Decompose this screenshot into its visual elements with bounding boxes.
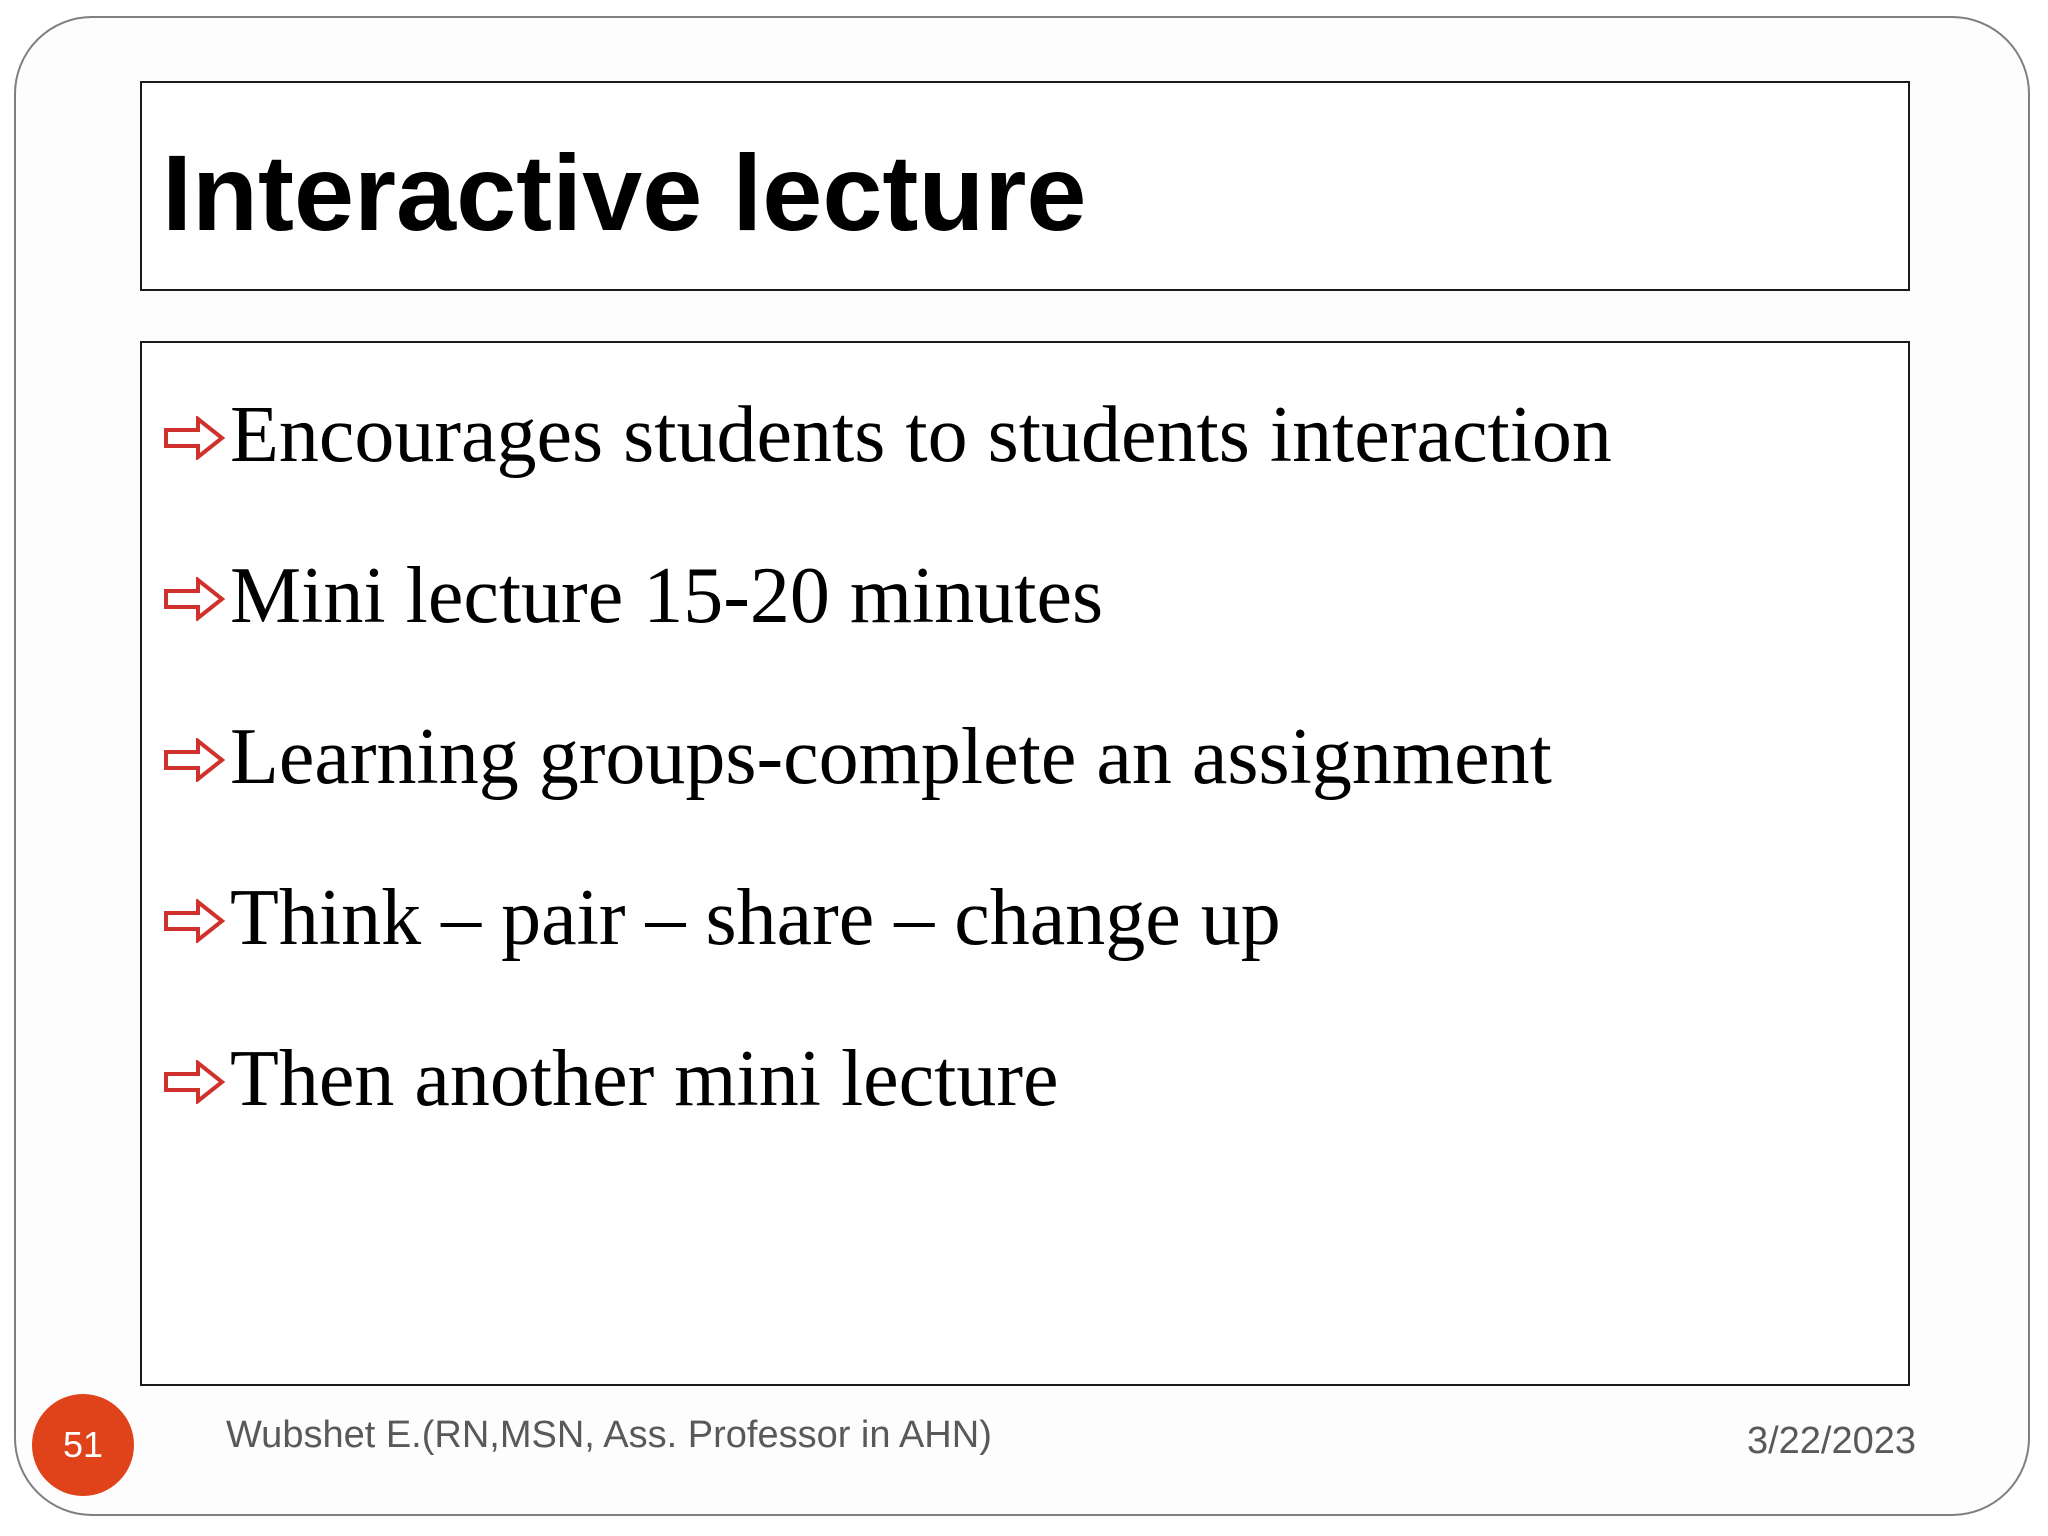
bullet-text: Think – pair – share – change up: [230, 874, 1281, 962]
bullet-item: [164, 874, 1612, 962]
bullet-text: Learning groups-complete an assignment: [230, 713, 1552, 801]
content-box: [140, 341, 1910, 1386]
slide-title: Interactive lecture: [162, 132, 1087, 253]
footer-date: 3/22/2023: [1746, 1420, 1916, 1462]
title-box: [140, 81, 1910, 291]
bullet-item: [164, 713, 1612, 801]
bullet-text: Encourages students to students interaction: [230, 391, 1612, 479]
footer-author: Wubshet E.(RN,MSN, Ass. Professor in AHN): [226, 1414, 992, 1456]
page-number-badge: 51: [32, 1394, 134, 1496]
bullet-item: [164, 552, 1612, 640]
bullet-list: [164, 391, 1612, 1200]
bullet-item: [164, 391, 1612, 479]
bullet-text: Then another mini lecture: [230, 1035, 1059, 1123]
bullet-item: [164, 1035, 1612, 1123]
hollow-right-arrow-icon: [164, 577, 226, 621]
hollow-right-arrow-icon: [164, 1060, 226, 1104]
hollow-right-arrow-icon: [164, 738, 226, 782]
hollow-right-arrow-icon: [164, 899, 226, 943]
bullet-text: Mini lecture 15-20 minutes: [230, 552, 1104, 640]
hollow-right-arrow-icon: [164, 416, 226, 460]
